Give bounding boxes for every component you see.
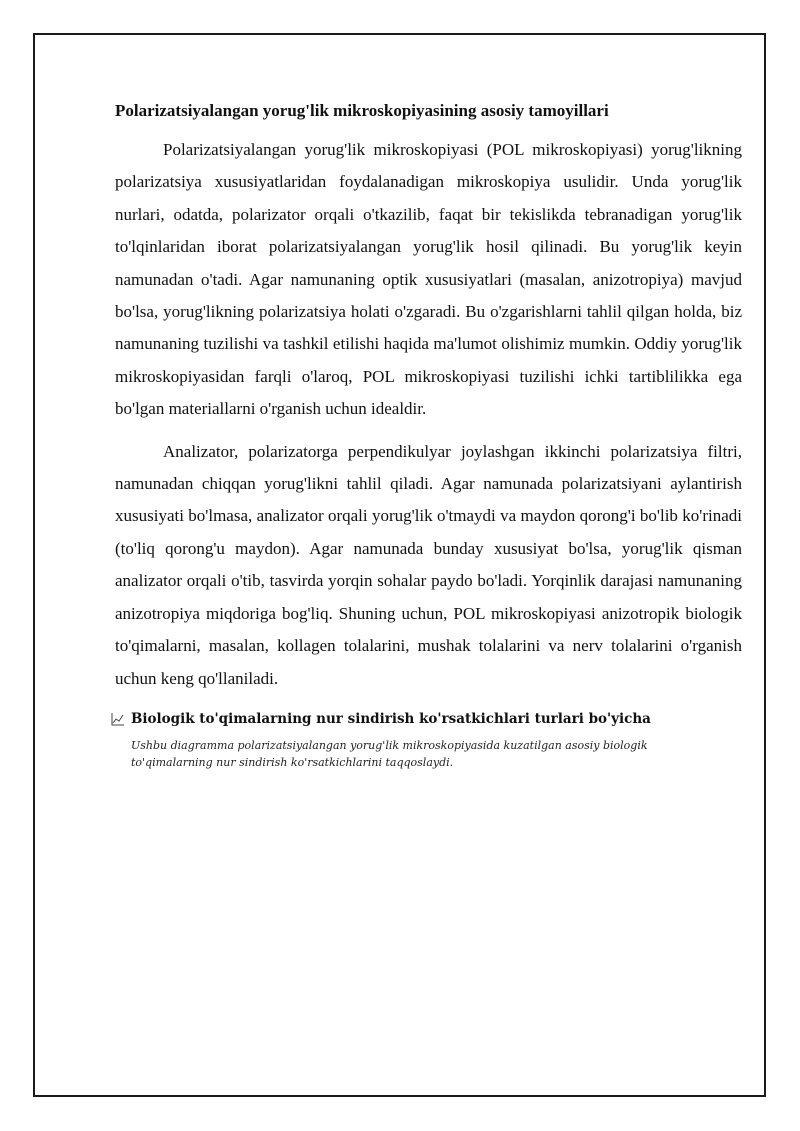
chart-description: Ushbu diagramma polarizatsiyalangan yorug'lik mikroskopiyasida kuzatilgan asosiy biologik to'qimalarning nur sindirish ko'rsatkichlarini taqqoslaydi. — [131, 738, 648, 769]
chart-title-row — [111, 709, 742, 729]
document-heading: Polarizatsiyalangan yorug'lik mikroskopiyasining asosiy tamoyillari — [115, 101, 609, 120]
document-body — [115, 98, 742, 771]
chart-line-icon — [111, 712, 125, 726]
chart-caption-block — [111, 709, 742, 771]
chart-title: Biologik to'qimalarning nur sindirish ko'rsatkichlari turlari bo'yicha — [131, 710, 651, 727]
paragraph: Analizator, polarizatorga perpendikulyar joylashgan ikkinchi polarizatsiya filtri, namunadan chiqqan yorug'likni tahlil qiladi. Agar namunada polarizatsiyani aylantirish xususiyati bo'lmasa, analizator orqali yorug'lik o'tmaydi va maydon qorong'i bo'lib ko'rinadi (to'liq qorong'u maydon). Agar namunada bunday xususiyat bo'lsa, yorug'lik qisman analizator orqali o'tib, tasvirda yorqin sohalar paydo bo'ladi. Yorqinlik darajasi namunaning anizotropiya miqdoriga bog'liq. Shuning uchun, POL mikroskopiyasi anizotropik biologik to'qimalarni, masalan, kollagen tolalarini, mushak tolalarini va nerv tolalarini o'rganish uchun keng qo'llaniladi. — [115, 441, 742, 688]
paragraph: Polarizatsiyalangan yorug'lik mikroskopiyasi (POL mikroskopiyasi) yorug'likning polarizatsiya xususiyatlaridan foydalanadigan mikroskopiya usulidir. Unda yorug'lik nurlari, odatda, polarizator orqali o'tkazilib, faqat bir tekislikda tebranadigan yorug'lik to'lqinlaridan iborat polarizatsiyalangan yorug'lik hosil qilinadi. Bu yorug'lik keyin namunadan o'tadi. Agar namunaning optik xususiyatlari (masalan, anizotropiya) mavjud bo'lsa, yorug'likning polarizatsiya holati o'zgaradi. Bu o'zgarishlarni tahlil qilgan holda, biz namunaning tuzilishi va tashkil etilishi haqida ma'lumot olishimiz mumkin. Oddiy yorug'lik mikroskopiyasidan farqli o'laroq, POL mikroskopiyasi tuzilishi ichki tartiblilikka ega bo'lgan materiallarni o'rganish uchun idealdir. — [115, 140, 742, 419]
